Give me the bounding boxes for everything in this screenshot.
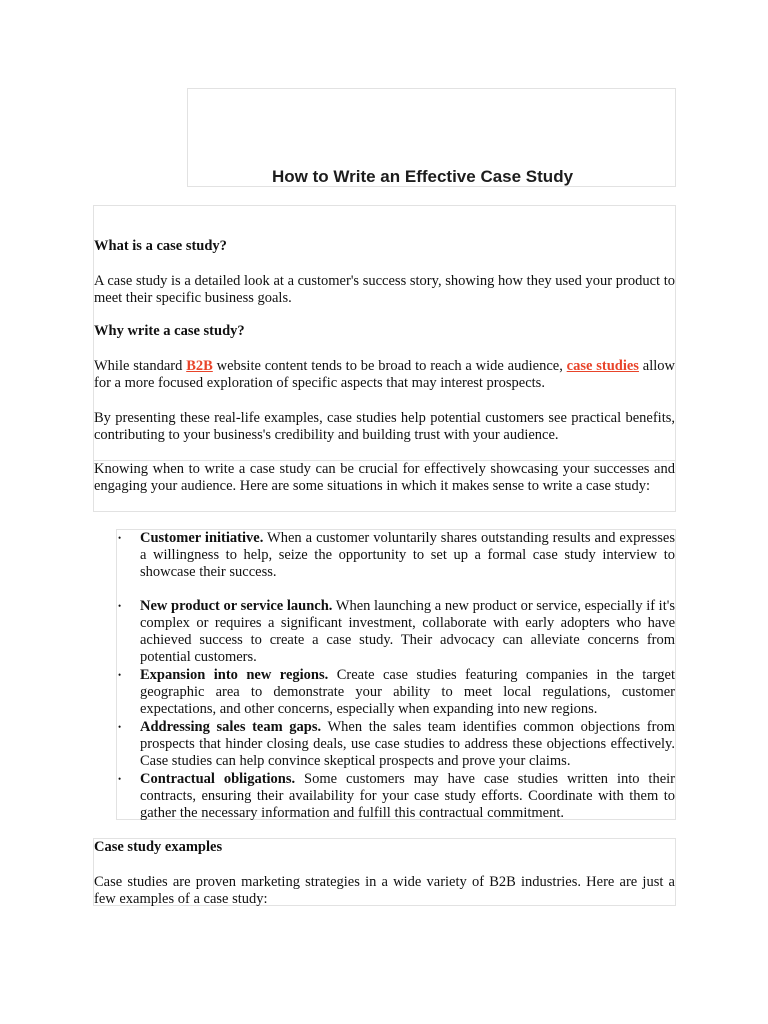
bullet-icon: • [118, 722, 122, 732]
list-item [118, 771, 675, 822]
examples-section [93, 838, 676, 906]
benefits-paragraph: By presenting these real-life examples, case studies help potential customers see practical benefits, contributing to your business's credibility and building trust with your audience. [94, 410, 675, 443]
page-title: How to Write an Effective Case Study [272, 167, 574, 186]
title-block [187, 88, 676, 187]
what-is-heading: What is a case study? [94, 238, 227, 254]
situation-text: When launching a new product or service, especially if it's complex or requires a significant investment, collaborate with early adopters who have achieved success to create a case study. Their advocacy can alleviate concerns from potential customers. [140, 598, 675, 665]
case-studies-link[interactable]: case studies [566, 358, 639, 374]
situation-text: Some customers may have case studies written into their contracts, ensuring their availability for your case study efforts. Coordinate with them to gather the necessary information and fulfill this contractual commitment. [140, 771, 675, 821]
bullet-icon: • [118, 601, 122, 611]
situation-text: When a customer voluntarily shares outstanding results and expresses a willingness to help, seize the opportunity to set up a formal case study interview to showcase their success. [140, 530, 675, 580]
examples-heading: Case study examples [94, 839, 223, 855]
situations-list-box [116, 529, 676, 820]
situation-label: Expansion into new regions. [140, 667, 329, 683]
situation-text: When the sales team identifies common objections from prospects that hinder closing deals, use case studies to address these objections effectively. Case studies can help convince skeptical prospects and prove your claims. [140, 719, 675, 769]
why-text-middle: website content tends to be broad to reach a wide audience, [212, 358, 567, 374]
examples-paragraph: Case studies are proven marketing strategies in a wide variety of B2B industries. Here are just a few examples of a case study: [94, 874, 675, 907]
list-item [118, 667, 675, 718]
when-section [93, 460, 676, 512]
bullet-icon: • [118, 533, 122, 543]
when-paragraph: Knowing when to write a case study can be crucial for effectively showcasing your successes and engaging your audience. Here are some situations in which it makes sense to write a case study: [94, 461, 675, 494]
list-item [118, 530, 675, 581]
b2b-link[interactable]: B2B [186, 358, 213, 374]
why-write-paragraph [94, 358, 675, 392]
list-item [118, 598, 675, 666]
situation-text: Create case studies featuring companies in the target geographic area to demonstrate your ability to meet local regulations, customer expectations, and other concerns, especially when expanding into new regions. [140, 667, 675, 717]
bullet-icon: • [118, 670, 122, 680]
situation-label: Addressing sales team gaps. [140, 719, 322, 735]
situation-label: Contractual obligations. [140, 771, 296, 787]
what-is-paragraph: A case study is a detailed look at a customer's success story, showing how they used your product to meet their specific business goals. [94, 273, 675, 306]
why-write-heading: Why write a case study? [94, 323, 245, 339]
why-text-before: While standard [94, 358, 187, 374]
bullet-icon: • [118, 774, 122, 784]
why-text-after: allow for a more focused exploration of specific aspects that may interest prospects. [94, 358, 675, 391]
list-item [118, 719, 675, 770]
situation-label: Customer initiative. [140, 530, 264, 546]
situation-label: New product or service launch. [140, 598, 333, 614]
intro-section [93, 205, 676, 461]
